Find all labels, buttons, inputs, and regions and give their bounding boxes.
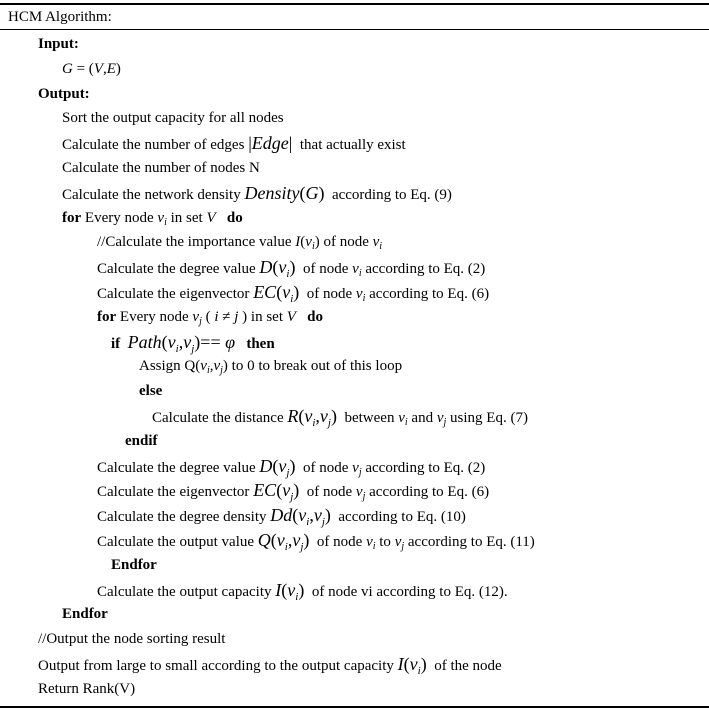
text-segment: Every node [81, 209, 158, 226]
pseudocode-line [0, 305, 709, 330]
math-expression: i [286, 268, 290, 281]
text-segment: v [352, 261, 359, 278]
text-segment [120, 336, 128, 352]
pseudocode-keyword: endif [125, 432, 158, 449]
math-expression: ( [270, 529, 277, 550]
pseudocode-keyword: Endfor [62, 606, 108, 623]
text-segment: that actually exist [292, 137, 406, 154]
math-expression: ) [420, 653, 427, 674]
pseudocode-line [0, 57, 709, 82]
text-segment: I [295, 234, 301, 251]
math-expression: R [287, 405, 299, 426]
pseudocode-keyword: if [111, 335, 121, 352]
math-expression: , [315, 405, 320, 426]
math-expression: EC [253, 480, 277, 501]
pseudocode-keyword: do [307, 308, 324, 325]
math-expression: | [288, 133, 293, 154]
math-expression: ) [303, 529, 310, 550]
text-segment: of node [295, 261, 353, 278]
text-segment: Calculate the number of nodes N [62, 159, 260, 176]
math-expression: v [278, 257, 287, 278]
math-expression: v [278, 455, 287, 476]
text-segment: v [213, 358, 221, 375]
pseudocode-keyword: Input: [38, 36, 79, 52]
text-segment: //Calculate the importance value [97, 234, 296, 251]
math-expression: v [183, 331, 192, 352]
text-segment: , [209, 358, 214, 375]
pseudocode-line [0, 528, 709, 553]
text-segment: j [358, 466, 362, 478]
algorithm-body [0, 30, 709, 702]
text-segment: , [102, 60, 107, 77]
math-expression: Dd [270, 505, 293, 526]
text-segment: of node [309, 533, 367, 550]
text-segment: ) to 0 to break out of this loop [222, 358, 403, 375]
math-expression: ( [281, 579, 288, 600]
math-expression: v [287, 579, 296, 600]
math-expression: i [290, 292, 294, 305]
math-expression: i [175, 342, 179, 355]
math-expression: D [259, 257, 273, 278]
math-expression: ( [276, 281, 283, 302]
math-expression: Density [244, 182, 300, 203]
text-segment: i [372, 540, 376, 552]
text-segment: Calculate the number of edges [62, 137, 249, 154]
pseudocode-line [0, 82, 709, 107]
math-expression: v [298, 505, 307, 526]
text-segment: according to Eq. (10) [330, 509, 466, 526]
pseudocode-line [0, 578, 709, 603]
math-expression: v [313, 505, 322, 526]
math-expression: ) [289, 257, 296, 278]
math-expression: I [275, 579, 282, 600]
text-segment: Assign Q( [139, 358, 201, 375]
pseudocode-line [0, 181, 709, 206]
text-segment: = ( [72, 60, 94, 77]
pseudocode-line [0, 454, 709, 479]
text-segment: i [362, 292, 366, 304]
math-expression: v [304, 405, 313, 426]
text-segment: v [398, 409, 405, 426]
text-segment: according to Eq. (6) [365, 484, 490, 501]
math-expression: i [312, 416, 316, 429]
math-expression: j [290, 491, 294, 504]
pseudocode-line [0, 429, 709, 454]
math-expression: ) [289, 455, 296, 476]
math-expression: ( [161, 331, 168, 352]
math-expression: , [287, 529, 293, 550]
text-segment: Calculate the output capacity [97, 583, 276, 600]
text-segment: v [366, 533, 373, 550]
text-segment: E [106, 60, 116, 77]
pseudocode-line [0, 404, 709, 429]
pseudocode-keyword: do [226, 209, 243, 226]
text-segment: of the node [426, 657, 502, 674]
math-expression: ( [403, 653, 410, 674]
pseudocode-keyword: Output: [38, 85, 90, 102]
math-expression: ) [298, 579, 305, 600]
text-segment: ) of node [314, 234, 373, 251]
text-segment: to [375, 533, 395, 550]
text-segment: j [401, 540, 405, 552]
math-expression: ) [330, 405, 337, 426]
math-expression: j [300, 540, 304, 553]
text-segment: v [372, 234, 380, 251]
text-segment: V [286, 308, 296, 325]
text-segment: and [407, 409, 437, 426]
math-expression: ( [292, 505, 299, 526]
text-segment: ≠ [218, 308, 235, 325]
math-expression: j [191, 342, 195, 355]
text-segment: j [199, 315, 202, 327]
math-expression: j [286, 466, 290, 479]
pseudocode-line [0, 602, 709, 627]
text-segment: Return Rank(V) [38, 680, 136, 697]
text-segment: Calculate the degree density [97, 509, 271, 526]
text-segment: Calculate the distance [152, 409, 288, 426]
math-expression: G [305, 182, 319, 203]
text-segment: ) in set [238, 308, 287, 325]
text-segment: Calculate the degree value [97, 459, 260, 476]
pseudocode-line [0, 280, 709, 305]
math-expression: ( [272, 257, 279, 278]
text-segment: Sort the output capacity for all nodes [62, 110, 284, 127]
text-segment: v [352, 459, 359, 476]
pseudocode-keyword: then [246, 335, 275, 352]
math-expression: D [259, 455, 273, 476]
text-segment: v [200, 358, 207, 375]
math-expression: EC [253, 281, 277, 302]
text-segment: //Output the node sorting result [38, 631, 226, 648]
text-segment: according to Eq. (6) [365, 285, 490, 302]
text-segment: of node vi according to Eq. (12). [304, 583, 508, 600]
math-expression: I [397, 653, 404, 674]
text-segment: v [355, 285, 363, 302]
text-segment: G [62, 60, 73, 77]
math-expression: ) [324, 505, 331, 526]
math-expression: v [409, 653, 418, 674]
math-expression: v [167, 331, 176, 352]
text-segment: j [234, 308, 239, 325]
pseudocode-line [0, 677, 709, 702]
math-expression: ) [318, 182, 325, 203]
math-expression: | [248, 133, 252, 154]
math-expression: i [295, 590, 299, 603]
text-segment: i [164, 216, 167, 228]
text-segment: Every node [116, 308, 193, 325]
text-segment: Calculate the degree value [97, 261, 260, 278]
text-segment: Calculate the eigenvector [97, 285, 254, 302]
pseudocode-line [0, 255, 709, 280]
pseudocode-line [0, 330, 709, 355]
pseudocode-keyword: Endfor [111, 556, 157, 573]
pseudocode-line [0, 32, 709, 57]
math-expression: , [309, 505, 314, 526]
pseudocode-line [0, 478, 709, 503]
pseudocode-line [0, 652, 709, 677]
text-segment: i [214, 308, 219, 325]
text-segment: v [157, 209, 165, 226]
text-segment [216, 210, 227, 226]
text-segment: Calculate the output value [97, 533, 258, 550]
text-segment: Output from large to small according to the output capacity [38, 657, 398, 674]
text-segment: v [436, 409, 444, 426]
math-expression: v [282, 281, 291, 302]
pseudocode-line [0, 106, 709, 131]
math-expression: Path [127, 331, 162, 352]
algorithm-title: HCM Algorithm: [0, 5, 709, 30]
algorithm-frame [0, 3, 709, 708]
text-segment: V [206, 209, 216, 226]
text-segment: i [206, 365, 210, 377]
math-expression: φ [225, 331, 236, 352]
text-segment [235, 336, 246, 352]
math-expression: ( [276, 480, 283, 501]
text-segment: j [362, 491, 366, 503]
pseudocode-line [0, 503, 709, 528]
math-expression: Q [257, 529, 271, 550]
math-expression: ) [293, 281, 300, 302]
text-segment: ( [201, 308, 215, 325]
math-expression: i [284, 540, 288, 553]
math-expression: j [321, 516, 325, 529]
text-segment: according to Eq. (11) [404, 533, 535, 550]
text-segment: v [394, 533, 402, 550]
math-expression: Edge [251, 133, 289, 154]
pseudocode-line [0, 354, 709, 379]
text-segment: v [355, 484, 363, 501]
math-expression: v [319, 405, 328, 426]
math-expression: , [178, 331, 184, 352]
pseudocode-keyword: for [97, 308, 117, 325]
pseudocode-keyword: else [139, 383, 163, 400]
text-segment: Calculate the eigenvector [97, 484, 254, 501]
text-segment: according to Eq. (2) [361, 459, 486, 476]
text-segment: j [443, 416, 447, 428]
text-segment: of node [299, 484, 356, 501]
text-segment: V [93, 60, 103, 77]
text-segment: of node [299, 285, 356, 302]
math-expression: ) [194, 331, 201, 352]
math-expression: i [417, 664, 421, 677]
math-expression: ( [272, 455, 279, 476]
pseudocode-line [0, 206, 709, 231]
pseudocode-line [0, 131, 709, 156]
text-segment: of node [295, 459, 353, 476]
math-expression: v [292, 529, 301, 550]
math-expression: v [282, 480, 291, 501]
text-segment: i [379, 241, 383, 253]
pseudocode-line [0, 553, 709, 578]
text-segment: i [311, 241, 315, 253]
pseudocode-line [0, 627, 709, 652]
pseudocode-keyword: for [62, 209, 82, 226]
text-segment: v [192, 308, 200, 325]
text-segment: i [404, 416, 408, 428]
text-segment: between [336, 409, 399, 426]
math-expression: ( [298, 405, 305, 426]
text-segment: in set [166, 209, 207, 226]
text-segment: j [220, 365, 223, 377]
text-segment: ( [300, 234, 306, 251]
pseudocode-line [0, 379, 709, 404]
pseudocode-line [0, 230, 709, 255]
pseudocode-line [0, 156, 709, 181]
text-segment: according to Eq. (9) [324, 186, 452, 203]
text-segment: according to Eq. (2) [361, 261, 486, 278]
text-segment: v [305, 234, 312, 251]
math-expression: j [327, 416, 331, 429]
math-expression: == [200, 331, 226, 352]
math-expression: i [306, 516, 310, 529]
text-segment: Calculate the network density [62, 186, 245, 203]
math-expression: ( [299, 182, 306, 203]
text-segment: using Eq. (7) [446, 409, 528, 426]
math-expression: v [276, 529, 285, 550]
text-segment: ) [115, 60, 121, 77]
text-segment: i [358, 268, 362, 280]
text-segment [296, 309, 307, 325]
math-expression: ) [293, 480, 300, 501]
